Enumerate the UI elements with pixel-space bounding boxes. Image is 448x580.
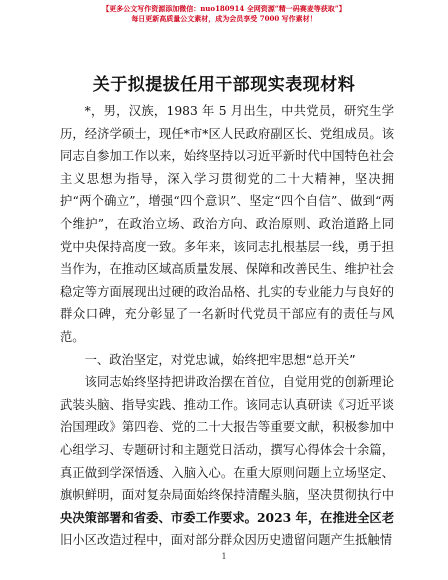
section-1-text-continued: 旧小区改造过程中，面对部分群众因历史遗留问题产生抵触情 xyxy=(60,533,393,548)
document-body xyxy=(60,100,394,552)
header-banner xyxy=(0,4,448,24)
document-title: 关于拟提拔任用干部现实表现材料 xyxy=(92,75,356,95)
intro-paragraph: *，男，汉族，1983 年 5 月出生，中共党员，研究生学历，经济学硕士，现任*市*区人民政府副区长、党组成员。该同志自参加工作以来，始终坚持以习近平新时代中国特色社会主义思想为指导，深入学习贯彻党的二十大精神，坚决拥护“两个确立”，增强“四个意识”、坚定“四个自信”、做到“两个维护”，在政治立场、政治方向、政治原则、政治道路上同党中央保持高度一致。多年来，该同志扎根基层一线，勇于担当作为，在推动区域高质量发展、保障和改善民生、维护社会稳定等方面展现出过硬的政治品格、扎实的专业能力与良好的群众口碑，充分彰显了一名新时代党员干部应有的责任与风范。 xyxy=(60,104,394,344)
banner-line-2: 每日更新高质量公文素材，成为会员享受 7000 写作素材！ xyxy=(131,14,317,23)
banner-line-1: 【更多公文写作资源添加微信：nuo180914 全网资源“精一码赛麦等获取”】 xyxy=(102,4,346,13)
page-number: 1 xyxy=(221,552,227,561)
section-1-text: 该同志始终坚持把讲政治摆在首位，自觉用党的创新理论武装头脑、指导实践、推动工作。该同志认真研读《习近平谈治国理政》第四卷、党的二十大报告等重要文献，积极参加中心组学习、专题研讨和主题党日活动，撰写心得体会十余篇，真正做到学深悟透、入脑入心。在重大原则问题上立场坚定、旗帜鲜明，面对复杂局面始终保持清醒头脑，坚决贯彻执行中 xyxy=(60,375,394,503)
section-1-paragraph xyxy=(60,371,394,552)
section-1-bold-text: 央决策部署和省委、市委工作要求。2023 年，在推进全区老 xyxy=(60,509,394,525)
section-heading-1: 一、政治坚定，对党忠诚，始终把牢思想“总开关” xyxy=(84,352,356,367)
